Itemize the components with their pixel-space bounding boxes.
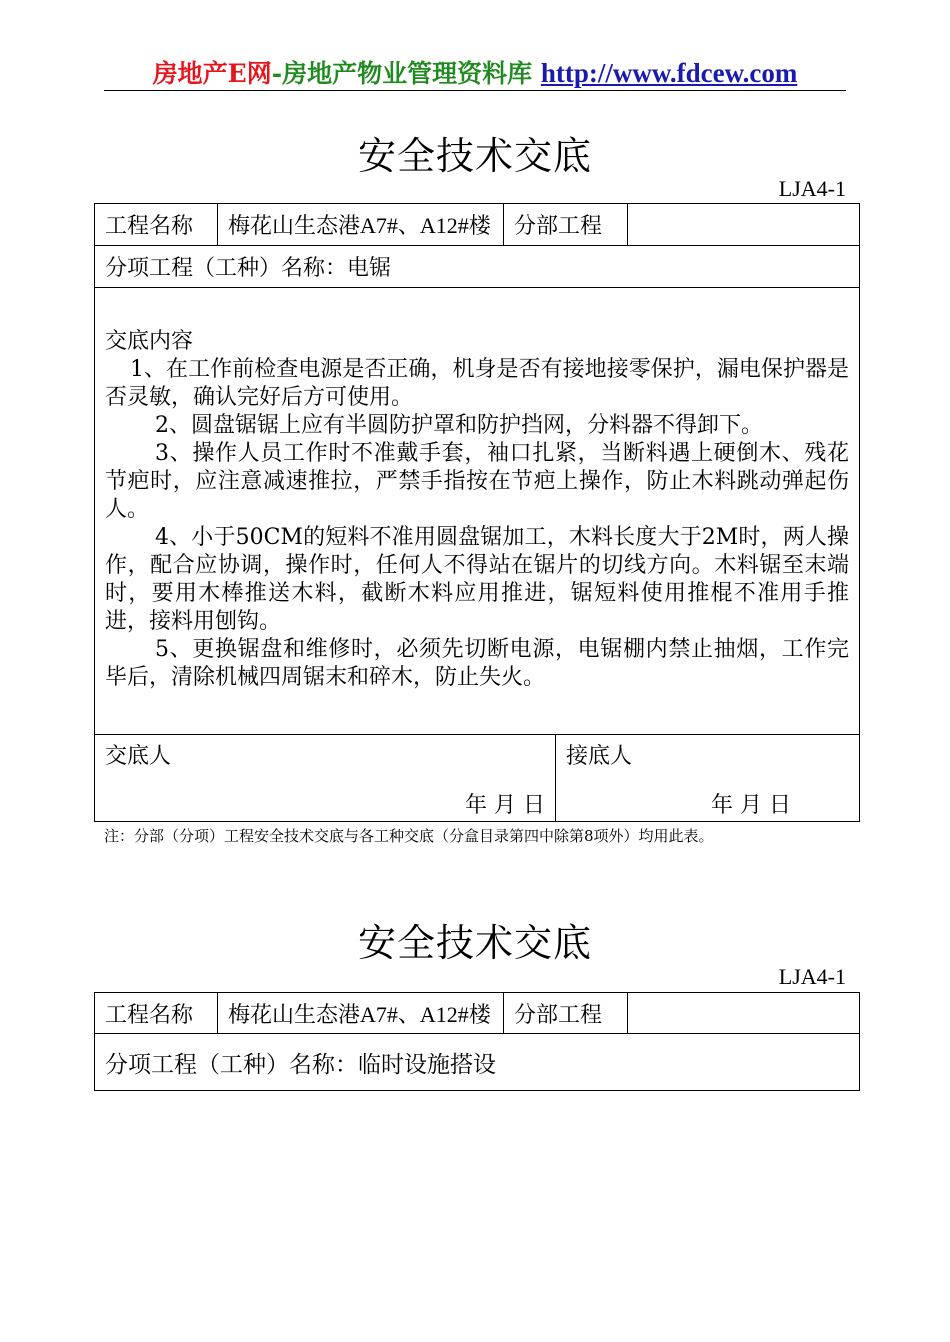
division-value [628, 204, 860, 246]
project-name-value: 梅花山生态港A7#、A12#楼 [218, 993, 504, 1034]
project-name-value: 梅花山生态港A7#、A12#楼 [218, 204, 504, 246]
site-name-dash: - [271, 59, 283, 88]
item-name-row [95, 246, 860, 288]
division-label: 分部工程 [504, 204, 628, 246]
project-name-label: 工程名称 [95, 993, 218, 1034]
site-name-part1: 房地产E网 [152, 59, 272, 88]
receiver-cell [556, 735, 860, 822]
division-label: 分部工程 [504, 993, 628, 1034]
form2-code: LJA4-1 [778, 964, 846, 989]
content-paragraph: 3、操作人员工作时不准戴手套，袖口扎紧，当断料遇上硬倒木、残花节疤时，应注意减速推拉，严禁手指按在节疤上操作，防止木料跳动弹起伤人。 [105, 441, 850, 522]
content-paragraph: 1、在工作前检查电源是否正确，机身是否有接地接零保护，漏电保护器是否灵敏，确认完好后方可使用。 [105, 357, 850, 410]
site-header [104, 54, 846, 90]
form2-table [94, 992, 860, 1091]
project-name-label: 工程名称 [95, 204, 218, 246]
site-name-part2: 房地产物业管理资料库 [282, 59, 533, 88]
content-paragraph: 5、更换锯盘和维修时，必须先切断电源，电锯棚内禁止抽烟，工作完毕后，清除机械四周锯末和碎木，防止失火。 [105, 637, 850, 690]
discloser-label: 交底人 [105, 744, 172, 769]
content-paragraph: 4、小于50CM的短料不准用圆盘锯加工，木料长度大于2M时，两人操作，配合应协调，操作时，任何人不得站在锯片的切线方向。木料锯至末端时，要用木棒推送木料，截断木料应用推进，锯短料使用推棍不准用手推进，接料用刨钩。 [105, 525, 850, 634]
discloser-cell [95, 735, 556, 822]
form1-table [94, 203, 860, 822]
content-paragraph: 2、圆盘锯锯上应有半圆防护罩和防护挡网，分料器不得卸下。 [155, 413, 763, 438]
form2-title: 安全技术交底 [357, 921, 592, 965]
item-name-label: 分项工程（工种）名称： [105, 256, 348, 281]
discloser-date: 年 月 日 [465, 793, 545, 818]
item-name-value: 电锯 [347, 256, 392, 281]
form1-title: 安全技术交底 [357, 134, 592, 178]
division-value [628, 993, 860, 1034]
content-label: 交底内容 [105, 329, 194, 354]
item-name-row [95, 1034, 860, 1091]
site-url-link[interactable]: http://www.fdcew.com [540, 58, 798, 88]
disclosure-content [95, 288, 860, 735]
receiver-label: 接底人 [566, 744, 633, 769]
form1-code: LJA4-1 [778, 176, 846, 201]
receiver-date: 年 月 日 [711, 793, 792, 818]
item-name-label: 分项工程（工种）名称： [105, 1051, 358, 1078]
header-divider [104, 90, 846, 91]
form-note: 注：分部（分项）工程安全技术交底与各工种交底（分盒目录第四中除第8项外）均用此表。 [104, 827, 714, 845]
item-name-value: 临时设施搭设 [358, 1051, 496, 1078]
